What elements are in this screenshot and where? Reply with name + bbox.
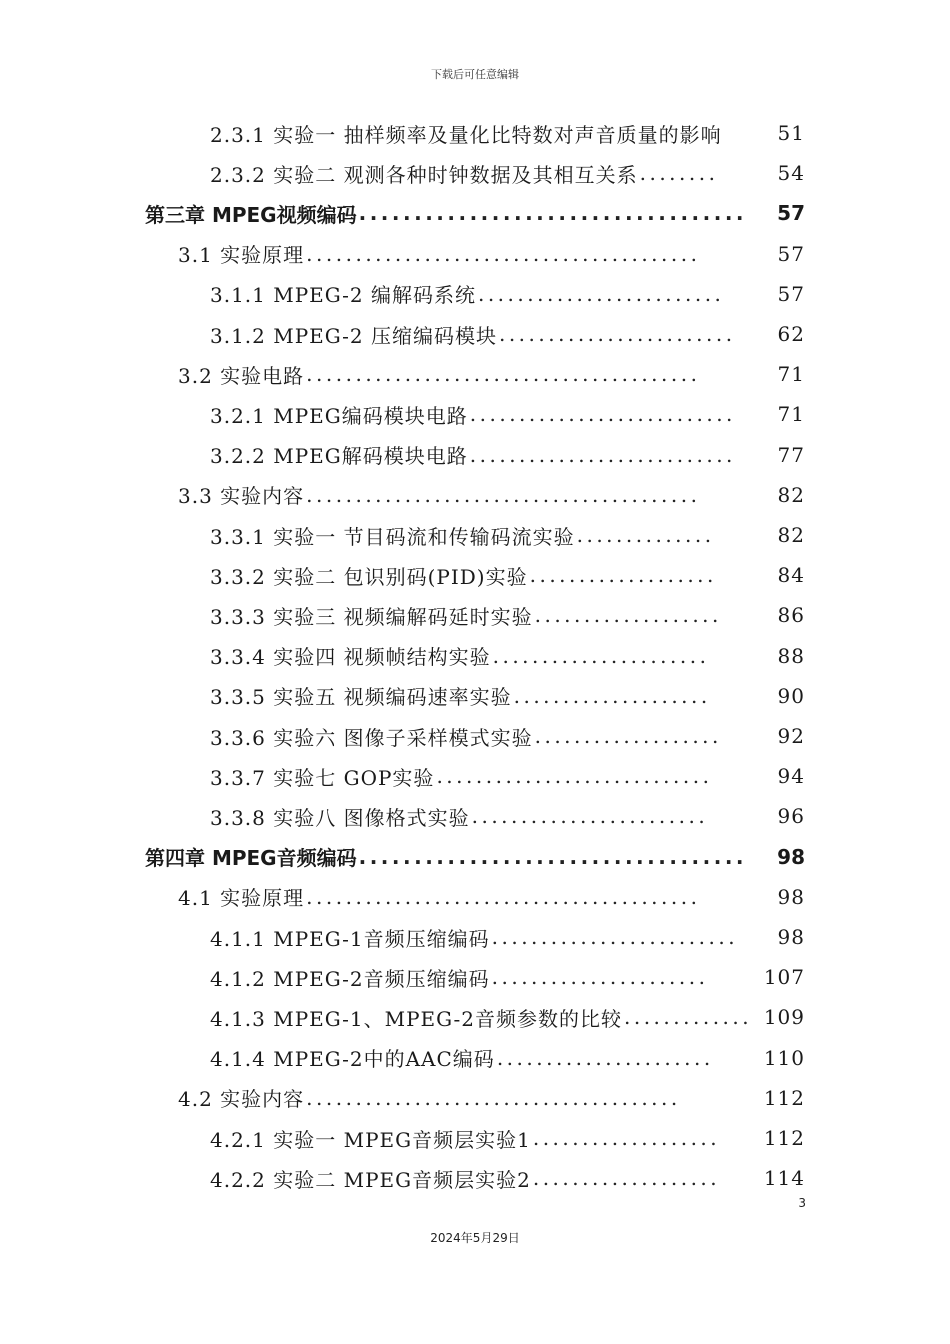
toc-entry-page: 57 <box>777 281 805 306</box>
toc-entry[interactable] <box>210 314 805 354</box>
toc-entry-title: 3.3.2 实验二 包识别码(PID)实验 <box>210 564 528 589</box>
page-number: 3 <box>798 1196 806 1210</box>
toc-entry-title: 2.3.2 实验二 观测各种时钟数据及其相互关系 <box>210 162 638 187</box>
toc-entry-page: 62 <box>777 322 805 346</box>
toc-entry-page: 82 <box>777 523 805 547</box>
toc-entry-title: 3.3 实验内容 <box>178 484 305 509</box>
toc-entry[interactable] <box>178 1078 805 1118</box>
toc-leader-dots: ........................................ <box>306 884 701 909</box>
toc-entry[interactable] <box>210 1038 805 1078</box>
toc-entry[interactable] <box>210 555 805 595</box>
toc-entry[interactable] <box>210 1158 805 1198</box>
toc-entry[interactable] <box>210 676 805 716</box>
toc-entry-title: 4.2 实验内容 <box>178 1087 305 1112</box>
toc-entry-title: 3.3.8 实验八 图像格式实验 <box>210 805 470 830</box>
toc-entry-title: 第四章 MPEG音频编码 <box>145 846 357 871</box>
toc-leader-dots: ...................................... <box>306 1085 681 1110</box>
toc-leader-dots: ......................... <box>477 281 725 306</box>
toc-entry[interactable] <box>210 113 805 153</box>
toc-entry-page: 98 <box>777 925 805 949</box>
toc-leader-dots: ................... <box>534 603 722 628</box>
toc-leader-dots: ...................... <box>491 965 709 990</box>
toc-leader-dots: ...................... <box>496 1045 714 1070</box>
toc-entry[interactable] <box>178 234 805 274</box>
toc-entry-page: 109 <box>763 1005 805 1030</box>
toc-leader-dots: ............. <box>623 1005 753 1030</box>
toc-entry-title: 4.1.3 MPEG-1、MPEG-2音频参数的比较 <box>210 1006 622 1031</box>
toc-entry-page: 110 <box>763 1045 805 1070</box>
toc-entry-page: 71 <box>777 362 805 387</box>
toc-entry-page: 54 <box>777 161 805 186</box>
toc-entry-title: 3.1 实验原理 <box>178 243 305 268</box>
toc-entry-page: 107 <box>763 965 805 990</box>
toc-leader-dots: ................... <box>532 1126 721 1150</box>
toc-leader-dots: ............................ <box>436 764 713 789</box>
toc-leader-dots: ................... <box>529 563 717 588</box>
toc-entry[interactable] <box>210 756 805 796</box>
toc-entry-title: 3.3.4 实验四 视频帧结构实验 <box>210 645 491 670</box>
toc-entry-page: 90 <box>777 683 805 708</box>
toc-entry-page: 114 <box>763 1166 805 1191</box>
toc-entry-title: 4.1.1 MPEG-1音频压缩编码 <box>210 926 490 951</box>
toc-entry-title: 4.1 实验原理 <box>178 886 305 911</box>
toc-entry[interactable] <box>210 435 805 475</box>
toc-leader-dots: ................................... <box>358 844 748 869</box>
toc-entry-title: 4.2.2 实验二 MPEG音频层实验2 <box>210 1167 531 1192</box>
page-header: 下载后可任意编辑 <box>431 68 519 81</box>
toc-entry[interactable] <box>178 475 805 515</box>
toc-entry-page: 57 <box>777 201 805 226</box>
toc-leader-dots: ......................... <box>491 925 739 949</box>
toc-leader-dots: ........................ <box>471 804 709 829</box>
toc-entry[interactable] <box>210 997 805 1037</box>
toc-entry-title: 2.3.1 实验一 抽样频率及量化比特数对声音质量的影响 <box>210 122 722 147</box>
toc-entry-page: 96 <box>777 804 805 829</box>
toc-entry-page: 88 <box>777 643 805 668</box>
toc-entry-title: 3.3.6 实验六 图像子采样模式实验 <box>210 725 533 750</box>
toc-entry-page: 92 <box>777 724 805 748</box>
toc-entry[interactable] <box>210 716 805 756</box>
toc-entry-title: 3.2 实验电路 <box>178 363 305 388</box>
toc-leader-dots: ........ <box>639 161 719 186</box>
toc-entry[interactable] <box>145 193 805 233</box>
toc-entry-title: 3.1.1 MPEG-2 编解码系统 <box>210 283 476 308</box>
toc-entry-title: 4.2.1 实验一 MPEG音频层实验1 <box>210 1127 531 1152</box>
page-footer-date: 2024年5月29日 <box>430 1231 520 1245</box>
toc-entry-title: 4.1.2 MPEG-2音频压缩编码 <box>210 966 490 991</box>
toc-entry[interactable] <box>210 917 805 957</box>
toc-entry[interactable] <box>178 354 805 394</box>
toc-entry[interactable] <box>210 595 805 635</box>
toc-entry-title: 3.2.1 MPEG编码模块电路 <box>210 403 468 428</box>
toc-entry-page: 98 <box>777 884 805 909</box>
toc-leader-dots: ........................................ <box>306 482 701 507</box>
toc-leader-dots: ...................... <box>492 643 710 668</box>
toc-entry[interactable] <box>210 636 805 676</box>
toc-entry[interactable] <box>210 957 805 997</box>
toc-entry-title: 3.3.5 实验五 视频编码速率实验 <box>210 685 512 710</box>
toc-entry-title: 3.3.7 实验七 GOP实验 <box>210 765 435 790</box>
toc-entry[interactable] <box>210 796 805 836</box>
toc-leader-dots: ........................... <box>469 442 736 467</box>
toc-entry-page: 82 <box>777 482 805 507</box>
toc-entry-page: 71 <box>777 402 805 427</box>
toc-leader-dots: .................... <box>513 683 711 708</box>
toc-entry-title: 3.2.2 MPEG解码模块电路 <box>210 444 468 469</box>
toc-entry-title: 第三章 MPEG视频编码 <box>145 202 357 227</box>
toc-entry-page: 112 <box>763 1085 805 1110</box>
toc-entry-page: 84 <box>777 563 805 588</box>
toc-entry-title: 3.1.2 MPEG-2 压缩编码模块 <box>210 323 497 348</box>
toc-entry-page: 112 <box>763 1126 805 1150</box>
toc-entry[interactable] <box>210 153 805 193</box>
toc-leader-dots: ................... <box>534 724 722 748</box>
toc-leader-dots: ........................................ <box>306 362 701 387</box>
toc-entry-page: 98 <box>777 844 805 869</box>
toc-entry[interactable] <box>210 274 805 314</box>
toc-entry-page: 86 <box>777 603 805 628</box>
toc-entry-page: 51 <box>777 121 805 145</box>
toc-entry[interactable] <box>145 837 805 877</box>
toc-entry-page: 94 <box>777 764 805 789</box>
toc-leader-dots: ................................... <box>358 201 748 226</box>
toc-leader-dots: ........................ <box>498 322 736 346</box>
toc-entry[interactable] <box>210 1118 805 1158</box>
toc-entry-title: 4.1.4 MPEG-2中的AAC编码 <box>210 1047 495 1072</box>
toc-entry[interactable] <box>178 877 805 917</box>
toc-leader-dots: .............. <box>576 523 715 547</box>
toc-leader-dots: ........................... <box>469 402 736 427</box>
toc-entry-title: 3.3.1 实验一 节目码流和传输码流实验 <box>210 524 575 549</box>
toc-entry-page: 77 <box>777 442 805 467</box>
toc-leader-dots: ................... <box>532 1166 721 1191</box>
toc-entry-page: 57 <box>777 241 805 266</box>
toc-entry-title: 3.3.3 实验三 视频编解码延时实验 <box>210 604 533 629</box>
toc-leader-dots: ........................................ <box>306 241 701 266</box>
toc-entry[interactable] <box>210 515 805 555</box>
toc-entry[interactable] <box>210 394 805 434</box>
